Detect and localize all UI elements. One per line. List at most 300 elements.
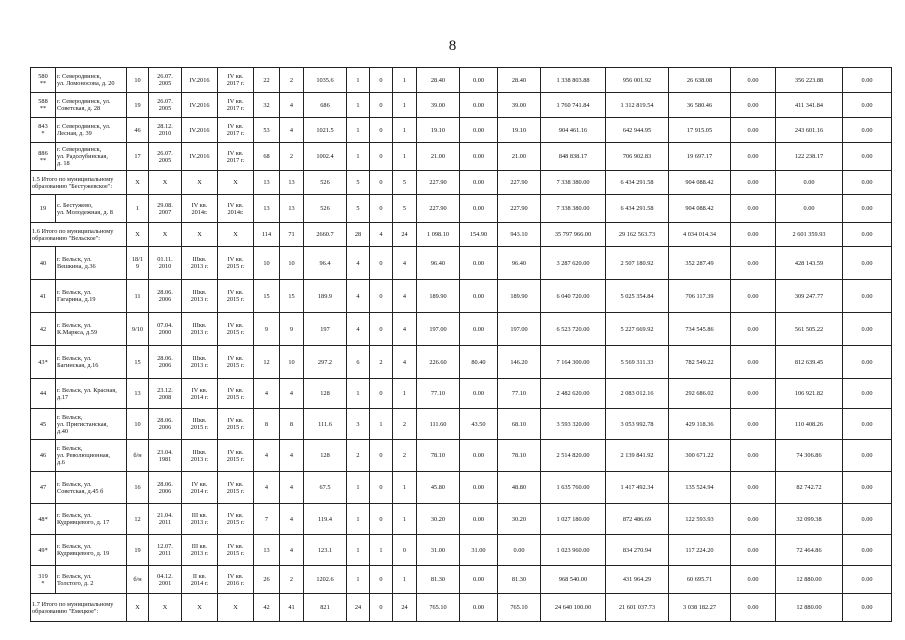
table-cell: 2 139 841.92 bbox=[606, 440, 669, 472]
table-cell: IV.2016 bbox=[182, 68, 218, 93]
table-cell: 23.04. 1981 bbox=[149, 440, 182, 472]
table-row bbox=[31, 313, 892, 346]
table-cell: IV кв. 2017 г. bbox=[218, 68, 254, 93]
table-cell: 10 bbox=[127, 409, 149, 440]
table-cell: 7 164 300.00 bbox=[541, 346, 606, 379]
table-cell: 1002.4 bbox=[304, 143, 347, 171]
table-cell: 4 bbox=[280, 93, 304, 118]
table-cell: 0.00 bbox=[843, 504, 892, 535]
table-cell: 968 540.00 bbox=[541, 566, 606, 594]
table-cell: IIIкв. 2013 г. bbox=[182, 346, 218, 379]
table-cell: 18/1 9 bbox=[127, 247, 149, 280]
table-cell: 119.4 bbox=[304, 504, 347, 535]
table-cell: 4 bbox=[280, 118, 304, 143]
table-cell: 0 bbox=[370, 504, 393, 535]
table-cell: 4 034 014.34 bbox=[669, 223, 731, 247]
table-cell: 26.07. 2005 bbox=[149, 93, 182, 118]
table-cell: 0 bbox=[370, 280, 393, 313]
table-cell: 1 bbox=[127, 195, 149, 223]
table-cell: IIIкв. 2013 г. bbox=[182, 313, 218, 346]
table-cell: 5 bbox=[393, 171, 417, 195]
table-cell: 42 bbox=[254, 594, 280, 622]
table-cell: 0.00 bbox=[460, 68, 498, 93]
table-cell: 226.60 bbox=[417, 346, 460, 379]
table-cell: 1 bbox=[393, 118, 417, 143]
table-cell: IV кв. 2015 г. bbox=[218, 379, 254, 409]
table-cell: 43* bbox=[31, 346, 56, 379]
table-cell: X bbox=[182, 171, 218, 195]
table-cell: X bbox=[218, 171, 254, 195]
table-cell: 189.90 bbox=[417, 280, 460, 313]
table-cell: 13 bbox=[127, 379, 149, 409]
table-cell: г. Вельск, ул. Красная, д.17 bbox=[56, 379, 127, 409]
table-cell: 28.06. 2006 bbox=[149, 280, 182, 313]
table-row bbox=[31, 195, 892, 223]
table-cell: 47 bbox=[31, 472, 56, 504]
table-cell: 812 639.45 bbox=[776, 346, 843, 379]
table-cell: X bbox=[218, 594, 254, 622]
table-cell: 0.00 bbox=[843, 346, 892, 379]
table-cell: 0 bbox=[393, 535, 417, 566]
table-cell: 49* bbox=[31, 535, 56, 566]
table-cell: 3 038 182.27 bbox=[669, 594, 731, 622]
table-cell: 0.00 bbox=[731, 247, 776, 280]
table-cell: 1035.6 bbox=[304, 68, 347, 93]
table-cell: 411 341.84 bbox=[776, 93, 843, 118]
table-cell: 0.00 bbox=[731, 440, 776, 472]
table-cell: 943.10 bbox=[498, 223, 541, 247]
table-cell: 1 bbox=[393, 566, 417, 594]
table-cell: 0.00 bbox=[776, 195, 843, 223]
table-cell: 122 593.93 bbox=[669, 504, 731, 535]
table-cell: IV.2016 bbox=[182, 118, 218, 143]
table-cell: 0.00 bbox=[731, 93, 776, 118]
table-cell: 292 686.02 bbox=[669, 379, 731, 409]
table-cell: X bbox=[127, 171, 149, 195]
table-cell: 19 bbox=[127, 93, 149, 118]
table-cell: 1.5 Итого по муниципальному образованию "Бестужевское": bbox=[31, 171, 127, 195]
table-cell: 642 944.95 bbox=[606, 118, 669, 143]
table-cell: 765.10 bbox=[417, 594, 460, 622]
table-cell: 4 bbox=[254, 379, 280, 409]
table-cell: 9 bbox=[254, 313, 280, 346]
table-cell: 9/10 bbox=[127, 313, 149, 346]
table-cell: 0.00 bbox=[843, 223, 892, 247]
table-cell: 78.10 bbox=[417, 440, 460, 472]
table-cell: 2 bbox=[347, 440, 370, 472]
table-cell: 154.90 bbox=[460, 223, 498, 247]
table-cell: IV.2016 bbox=[182, 93, 218, 118]
table-cell: 1 bbox=[393, 379, 417, 409]
table-cell: 19 bbox=[31, 195, 56, 223]
table-cell: IV кв. 2015 г. bbox=[218, 472, 254, 504]
table-cell: 1202.6 bbox=[304, 566, 347, 594]
table-cell: 0.00 bbox=[843, 68, 892, 93]
table-cell: 0.00 bbox=[843, 409, 892, 440]
table-cell: 561 505.22 bbox=[776, 313, 843, 346]
table-cell: 28.06. 2006 bbox=[149, 346, 182, 379]
table-cell: 0.00 bbox=[731, 566, 776, 594]
table-cell: г. Северодвинск, ул. Лесная, д. 39 bbox=[56, 118, 127, 143]
table-cell: 44 bbox=[31, 379, 56, 409]
table-cell: 1 bbox=[370, 409, 393, 440]
table-cell: 46 bbox=[127, 118, 149, 143]
table-cell: 848 838.17 bbox=[541, 143, 606, 171]
table-cell: 904 461.16 bbox=[541, 118, 606, 143]
table-cell: 19.10 bbox=[498, 118, 541, 143]
table-cell: г. Северодвинск, ул. Радолубинская, д. 18 bbox=[56, 143, 127, 171]
table-cell: 0.00 bbox=[460, 504, 498, 535]
table-cell: г. Вельск, ул. Революционная, д.6 bbox=[56, 440, 127, 472]
table-cell: 0.00 bbox=[460, 143, 498, 171]
table-cell: 821 bbox=[304, 594, 347, 622]
table-cell: 0.00 bbox=[843, 472, 892, 504]
table-cell: 1 338 803.88 bbox=[541, 68, 606, 93]
table-cell: 5 227 669.92 bbox=[606, 313, 669, 346]
table-cell: 2 083 012.16 bbox=[606, 379, 669, 409]
table-cell: 1 bbox=[347, 118, 370, 143]
table-cell: г. Северодвинск, ул. Советская, д. 28 bbox=[56, 93, 127, 118]
table-cell: 0.00 bbox=[460, 313, 498, 346]
table-body bbox=[31, 68, 892, 622]
table-cell: б/н bbox=[127, 566, 149, 594]
table-cell: 0.00 bbox=[843, 379, 892, 409]
table-cell: X bbox=[149, 594, 182, 622]
table-cell: 0.00 bbox=[843, 143, 892, 171]
table-cell: 6 bbox=[347, 346, 370, 379]
table-cell: г. Вельск, ул. Кудрявцевого, д. 19 bbox=[56, 535, 127, 566]
table-cell: 4 bbox=[347, 247, 370, 280]
table-cell: 81.30 bbox=[498, 566, 541, 594]
table-cell: 6 523 720.00 bbox=[541, 313, 606, 346]
table-cell: 706 902.83 bbox=[606, 143, 669, 171]
table-cell: 12 880.00 bbox=[776, 594, 843, 622]
table-cell: 5 bbox=[347, 171, 370, 195]
table-cell: 352 287.49 bbox=[669, 247, 731, 280]
table-cell: 956 001.92 bbox=[606, 68, 669, 93]
table-cell: 2660.7 bbox=[304, 223, 347, 247]
table-cell: 2 507 180.92 bbox=[606, 247, 669, 280]
table-cell: 81.30 bbox=[417, 566, 460, 594]
table-cell: 4 bbox=[393, 313, 417, 346]
table-cell: 872 486.69 bbox=[606, 504, 669, 535]
table-cell: 197 bbox=[304, 313, 347, 346]
table-cell: 1 bbox=[393, 504, 417, 535]
table-cell: 82 742.72 bbox=[776, 472, 843, 504]
table-cell: г. Северодвинск, ул. Ломоносова, д. 20 bbox=[56, 68, 127, 93]
table-cell: г. Вельск, ул. Пригистанская, д.40 bbox=[56, 409, 127, 440]
table-cell: 21.00 bbox=[417, 143, 460, 171]
table-cell: 4 bbox=[347, 313, 370, 346]
table-cell: 0.00 bbox=[731, 68, 776, 93]
table-cell: г. Вельск, ул. Гагарина, д.19 bbox=[56, 280, 127, 313]
table-cell: 114 bbox=[254, 223, 280, 247]
table-cell: IV кв. 2015 г. bbox=[218, 504, 254, 535]
table-cell: 12.07. 2011 bbox=[149, 535, 182, 566]
table-cell: 706 117.39 bbox=[669, 280, 731, 313]
table-cell: 13 bbox=[254, 535, 280, 566]
table-cell: 4 bbox=[280, 535, 304, 566]
table-cell: 28.06. 2006 bbox=[149, 472, 182, 504]
table-cell: III кв. 2013 г. bbox=[182, 535, 218, 566]
table-cell: 45 bbox=[31, 409, 56, 440]
table-cell: 0.00 bbox=[731, 379, 776, 409]
table-cell: 17 bbox=[127, 143, 149, 171]
table-cell: 886 ** bbox=[31, 143, 56, 171]
table-cell: 580 ** bbox=[31, 68, 56, 93]
table-cell: 1.7 Итого по муниципальному образованию "Емецкое": bbox=[31, 594, 127, 622]
table-cell: 4 bbox=[393, 346, 417, 379]
table-cell: 1 bbox=[347, 504, 370, 535]
table-cell: 0.00 bbox=[460, 379, 498, 409]
table-cell: 7 bbox=[254, 504, 280, 535]
table-cell: 189.90 bbox=[498, 280, 541, 313]
table-row bbox=[31, 93, 892, 118]
table-cell: г. Вельск, ул. Багинская, д.16 bbox=[56, 346, 127, 379]
table-cell: 26.07. 2005 bbox=[149, 68, 182, 93]
table-cell: 428 143.59 bbox=[776, 247, 843, 280]
table-cell: 60 695.71 bbox=[669, 566, 731, 594]
table-cell: 0.00 bbox=[843, 118, 892, 143]
table-cell: 1 635 760.00 bbox=[541, 472, 606, 504]
table-cell: 3 bbox=[347, 409, 370, 440]
table-cell: 28.12. 2010 bbox=[149, 118, 182, 143]
table-cell: 26 638.08 bbox=[669, 68, 731, 93]
table-cell: 0.00 bbox=[460, 93, 498, 118]
table-cell: IIIкв. 2013 г. bbox=[182, 440, 218, 472]
table-cell: 10 bbox=[280, 346, 304, 379]
table-cell: 686 bbox=[304, 93, 347, 118]
table-cell: 0 bbox=[370, 195, 393, 223]
table-cell: 1.6 Итого по муниципальному образованию "Вельское": bbox=[31, 223, 127, 247]
table-cell: 45.80 bbox=[417, 472, 460, 504]
table-cell: 1 417 492.34 bbox=[606, 472, 669, 504]
table-cell: 0 bbox=[370, 143, 393, 171]
table-cell: 6 434 291.58 bbox=[606, 171, 669, 195]
table-cell: 46 bbox=[31, 440, 56, 472]
table-cell: IV кв. 2014г. bbox=[218, 195, 254, 223]
table-cell: 28 bbox=[347, 223, 370, 247]
table-cell: 0 bbox=[370, 313, 393, 346]
table-cell: 1 bbox=[393, 68, 417, 93]
table-cell: 0.00 bbox=[731, 143, 776, 171]
table-cell: 2 bbox=[393, 409, 417, 440]
table-cell: 356 223.88 bbox=[776, 68, 843, 93]
table-cell: 41 bbox=[280, 594, 304, 622]
table-cell: 0.00 bbox=[460, 472, 498, 504]
table-cell: 68.10 bbox=[498, 409, 541, 440]
table-cell: 24 640 100.00 bbox=[541, 594, 606, 622]
table-cell: 904 088.42 bbox=[669, 171, 731, 195]
table-cell: 80.40 bbox=[460, 346, 498, 379]
table-cell: 1 bbox=[347, 535, 370, 566]
table-cell: X bbox=[149, 223, 182, 247]
table-cell: 429 118.36 bbox=[669, 409, 731, 440]
table-cell: 0.00 bbox=[731, 504, 776, 535]
table-cell: 48* bbox=[31, 504, 56, 535]
table-cell: 2 514 820.00 bbox=[541, 440, 606, 472]
table-cell: 17 915.05 bbox=[669, 118, 731, 143]
table-cell: 5 025 354.84 bbox=[606, 280, 669, 313]
table-cell: 1 bbox=[393, 143, 417, 171]
table-cell: 0.00 bbox=[843, 313, 892, 346]
table-cell: 146.20 bbox=[498, 346, 541, 379]
table-cell: 74 306.86 bbox=[776, 440, 843, 472]
table-cell: 297.2 bbox=[304, 346, 347, 379]
table-cell: 0.00 bbox=[460, 247, 498, 280]
table-cell: 0.00 bbox=[498, 535, 541, 566]
table-row bbox=[31, 280, 892, 313]
table-cell: 21.00 bbox=[498, 143, 541, 171]
table-cell: 0.00 bbox=[731, 535, 776, 566]
table-row bbox=[31, 472, 892, 504]
table-cell: 1 bbox=[347, 93, 370, 118]
table-cell: 0.00 bbox=[843, 247, 892, 280]
table-cell: б/н bbox=[127, 440, 149, 472]
table-cell: 5 bbox=[347, 195, 370, 223]
table-cell: 68 bbox=[254, 143, 280, 171]
table-cell: 13 bbox=[254, 171, 280, 195]
table-cell: 1 bbox=[393, 93, 417, 118]
table-cell: 40 bbox=[31, 247, 56, 280]
table-cell: 3 287 620.00 bbox=[541, 247, 606, 280]
table-cell: 0 bbox=[370, 566, 393, 594]
table-row bbox=[31, 346, 892, 379]
table-row bbox=[31, 535, 892, 566]
table-cell: 9 bbox=[280, 313, 304, 346]
table-cell: III кв. 2013 г. bbox=[182, 504, 218, 535]
table-cell: г. Вельск, ул. Кудрявцевого, д. 17 bbox=[56, 504, 127, 535]
table-cell: 41 bbox=[31, 280, 56, 313]
table-cell: 32 bbox=[254, 93, 280, 118]
table-cell: 4 bbox=[254, 440, 280, 472]
table-cell: 1 bbox=[347, 379, 370, 409]
table-cell: 2 bbox=[280, 143, 304, 171]
table-cell: 1 bbox=[347, 472, 370, 504]
table-cell: IV кв. 2014 г. bbox=[182, 472, 218, 504]
table-cell: 15 bbox=[254, 280, 280, 313]
table-cell: 22 bbox=[254, 68, 280, 93]
table-cell: г. Вельск, ул. Советская, д.45 б bbox=[56, 472, 127, 504]
table-cell: 2 482 620.00 bbox=[541, 379, 606, 409]
table-cell: IV кв. 2017 г. bbox=[218, 143, 254, 171]
table-cell: с. Бестужево, ул. Молодежная, д. 8 bbox=[56, 195, 127, 223]
table-cell: 0.00 bbox=[843, 280, 892, 313]
table-cell: 1 bbox=[347, 68, 370, 93]
table-cell: 24 bbox=[393, 594, 417, 622]
table-cell: 0 bbox=[370, 171, 393, 195]
table-cell: 39.00 bbox=[417, 93, 460, 118]
table-cell: 1 bbox=[347, 143, 370, 171]
table-cell: 21.04. 2011 bbox=[149, 504, 182, 535]
table-cell: 2 601 359.93 bbox=[776, 223, 843, 247]
table-cell: 0.00 bbox=[731, 346, 776, 379]
table-cell: 227.90 bbox=[498, 195, 541, 223]
table-row bbox=[31, 247, 892, 280]
table-cell: 0.00 bbox=[731, 171, 776, 195]
table-cell: IV кв. 2015 г. bbox=[218, 280, 254, 313]
table-row bbox=[31, 68, 892, 93]
table-cell: 67.5 bbox=[304, 472, 347, 504]
table-cell: 0.00 bbox=[843, 171, 892, 195]
table-cell: IV кв. 2015 г. bbox=[218, 535, 254, 566]
table-cell: 96.40 bbox=[417, 247, 460, 280]
table-cell: 1 bbox=[393, 472, 417, 504]
table-cell: 4 bbox=[370, 223, 393, 247]
table-cell: 6 434 291.58 bbox=[606, 195, 669, 223]
table-cell: 0.00 bbox=[460, 195, 498, 223]
table-cell: 19 bbox=[127, 535, 149, 566]
table-cell: 29.08. 2007 bbox=[149, 195, 182, 223]
table-cell: IV кв. 2015 г. bbox=[218, 313, 254, 346]
table-cell: 0 bbox=[370, 594, 393, 622]
table-cell: 12 880.00 bbox=[776, 566, 843, 594]
table-cell: 48.80 bbox=[498, 472, 541, 504]
table-cell: 197.00 bbox=[498, 313, 541, 346]
table-cell: 843 * bbox=[31, 118, 56, 143]
table-cell: 0 bbox=[370, 379, 393, 409]
table-cell: 765.10 bbox=[498, 594, 541, 622]
table-cell: 0.00 bbox=[731, 223, 776, 247]
table-cell: 0 bbox=[370, 68, 393, 93]
table-cell: 1 bbox=[347, 566, 370, 594]
table-cell: 0.00 bbox=[731, 472, 776, 504]
table-cell: 197.00 bbox=[417, 313, 460, 346]
table-cell: 588 ** bbox=[31, 93, 56, 118]
table-cell: IV кв. 2016 г. bbox=[218, 566, 254, 594]
table-cell: 1 023 960.00 bbox=[541, 535, 606, 566]
table-cell: 36 580.46 bbox=[669, 93, 731, 118]
table-cell: 53 bbox=[254, 118, 280, 143]
table-cell: 0 bbox=[370, 118, 393, 143]
table-cell: 431 964.29 bbox=[606, 566, 669, 594]
table-cell: 15 bbox=[127, 346, 149, 379]
table-cell: 4 bbox=[280, 472, 304, 504]
table-cell: 0.00 bbox=[460, 280, 498, 313]
table-cell: 1 bbox=[370, 535, 393, 566]
table-cell: 4 bbox=[254, 472, 280, 504]
table-cell: 72 464.86 bbox=[776, 535, 843, 566]
table-cell: 4 bbox=[393, 280, 417, 313]
table-cell: 122 238.17 bbox=[776, 143, 843, 171]
table-cell: 13 bbox=[280, 171, 304, 195]
table-cell: 0.00 bbox=[460, 118, 498, 143]
table-cell: 227.90 bbox=[417, 171, 460, 195]
table-cell: 734 545.86 bbox=[669, 313, 731, 346]
table-cell: 834 270.94 bbox=[606, 535, 669, 566]
table-cell: X bbox=[218, 223, 254, 247]
table-cell: 300 671.22 bbox=[669, 440, 731, 472]
table-cell: 0.00 bbox=[843, 195, 892, 223]
table-cell: 4 bbox=[280, 440, 304, 472]
table-cell: 0.00 bbox=[731, 195, 776, 223]
table-cell: IV кв. 2015 г. bbox=[218, 247, 254, 280]
table-row bbox=[31, 504, 892, 535]
table-cell: 309 247.77 bbox=[776, 280, 843, 313]
table-cell: X bbox=[182, 223, 218, 247]
table-cell: 0.00 bbox=[843, 93, 892, 118]
table-cell: 12 bbox=[127, 504, 149, 535]
table-cell: 0.00 bbox=[460, 171, 498, 195]
table-cell: IV кв. 2017 г. bbox=[218, 118, 254, 143]
table-cell: 96.40 bbox=[498, 247, 541, 280]
table-cell: 1021.5 bbox=[304, 118, 347, 143]
table-cell: 26.07. 2005 bbox=[149, 143, 182, 171]
table-cell: 2 bbox=[280, 68, 304, 93]
table-cell: 29 162 563.73 bbox=[606, 223, 669, 247]
subtotal-row bbox=[31, 594, 892, 622]
table-cell: 28.06. 2006 bbox=[149, 409, 182, 440]
